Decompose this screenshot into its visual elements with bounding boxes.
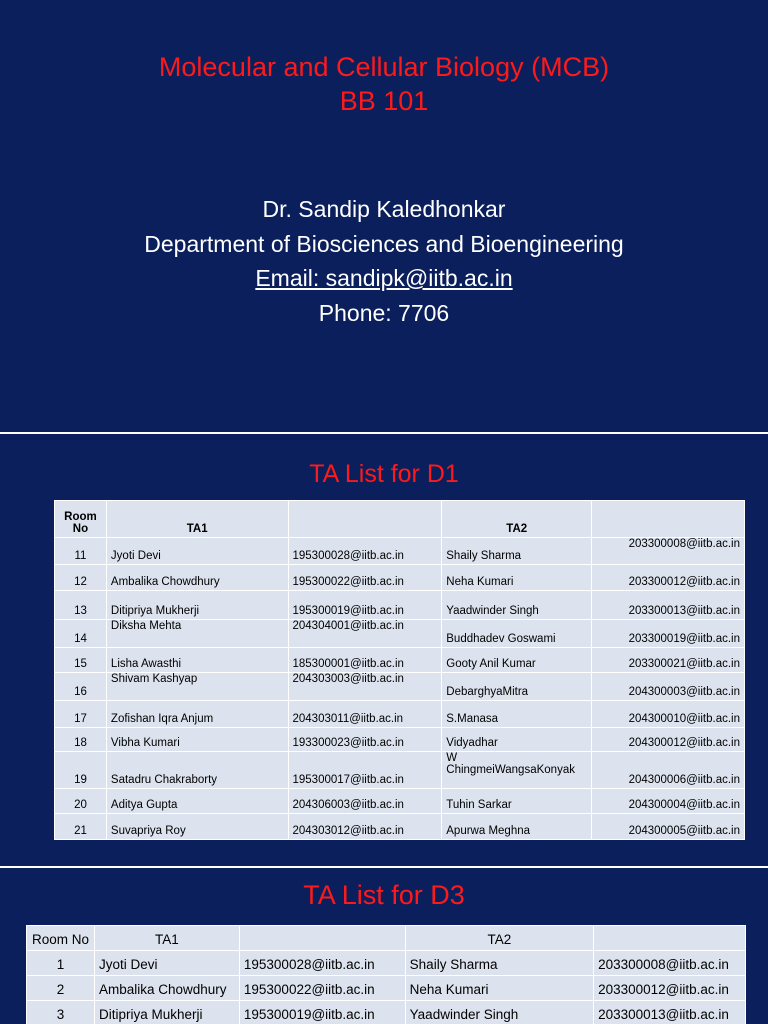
ta2-email: 204300006@iitb.ac.in	[592, 752, 745, 789]
ta1-email-header	[239, 926, 405, 951]
room-number: 14	[55, 620, 107, 648]
room-number: 11	[55, 538, 107, 565]
ta2-name: DebarghyaMitra	[442, 673, 592, 701]
course-title-line1: Molecular and Cellular Biology (MCB)	[158, 52, 610, 82]
room-no-header	[55, 501, 107, 538]
ta1-name: Ambalika Chowdhury	[94, 976, 239, 1001]
ta1-email: 185300001@iitb.ac.in	[288, 648, 442, 673]
ta2-email: 203300021@iitb.ac.in	[592, 648, 745, 673]
instructor-info	[0, 192, 768, 330]
ta1-name: Vibha Kumari	[106, 728, 288, 752]
slide-ta-list-d1	[0, 434, 768, 866]
room-header-line2: No	[72, 523, 89, 535]
room-number: 2	[27, 976, 95, 1001]
room-number: 17	[55, 701, 107, 728]
department-name: Department of Biosciences and Bioengineering	[144, 230, 624, 257]
table-row	[27, 951, 746, 976]
ta1-name: Ambalika Chowdhury	[106, 565, 288, 591]
ta1-email: 193300023@iitb.ac.in	[288, 728, 442, 752]
table-row	[55, 591, 745, 620]
ta2-email: 203300013@iitb.ac.in	[594, 1001, 746, 1024]
table-header-row	[55, 501, 745, 538]
ta1-name: Diksha Mehta	[106, 620, 288, 648]
ta2-name: Vidyadhar	[442, 728, 592, 752]
ta1-name: Shivam Kashyap	[106, 673, 288, 701]
slide-ta-list-d3	[0, 868, 768, 1024]
ta2-email: 204300010@iitb.ac.in	[592, 701, 745, 728]
ta1-email: 204303012@iitb.ac.in	[288, 814, 442, 840]
ta2-name: Buddhadev Goswami	[442, 620, 592, 648]
ta1-email-header	[288, 501, 442, 538]
ta2-name: Shaily Sharma	[442, 538, 592, 565]
ta2-name: S.Manasa	[442, 701, 592, 728]
ta1-name: Ditipriya Mukherji	[106, 591, 288, 620]
ta1-name: Aditya Gupta	[106, 789, 288, 814]
room-number: 15	[55, 648, 107, 673]
course-title	[0, 50, 768, 118]
table-row	[55, 620, 745, 648]
room-number: 21	[55, 814, 107, 840]
table-row	[55, 814, 745, 840]
ta1-email: 195300017@iitb.ac.in	[288, 752, 442, 789]
room-number: 20	[55, 789, 107, 814]
ta2-name: Yaadwinder Singh	[405, 1001, 593, 1024]
ta2-name-line2: ChingmeiWangsaKonyak	[446, 764, 575, 776]
ta1-email: 204304001@iitb.ac.in	[288, 620, 442, 648]
course-title-line2: BB 101	[339, 86, 429, 116]
table-row	[55, 728, 745, 752]
ta2-name: Tuhin Sarkar	[442, 789, 592, 814]
ta2-email-header	[592, 501, 745, 538]
ta2-header: TA2	[442, 501, 592, 538]
ta2-email: 203300013@iitb.ac.in	[592, 591, 745, 620]
ta2-name: Neha Kumari	[442, 565, 592, 591]
ta2-name: Yaadwinder Singh	[442, 591, 592, 620]
room-number: 19	[55, 752, 107, 789]
ta2-name	[442, 752, 592, 789]
ta1-email: 195300019@iitb.ac.in	[288, 591, 442, 620]
table-row	[55, 565, 745, 591]
ta2-email: 203300008@iitb.ac.in	[592, 538, 745, 565]
room-number: 1	[27, 951, 95, 976]
ta2-name: Shaily Sharma	[405, 951, 593, 976]
ta1-name: Jyoti Devi	[94, 951, 239, 976]
ta2-name: Apurwa Meghna	[442, 814, 592, 840]
ta2-email: 203300012@iitb.ac.in	[592, 565, 745, 591]
table-row	[27, 1001, 746, 1024]
ta2-email: 204300004@iitb.ac.in	[592, 789, 745, 814]
email-link[interactable]: Email: sandipk@iitb.ac.in	[255, 265, 513, 291]
room-number: 16	[55, 673, 107, 701]
ta1-email: 195300022@iitb.ac.in	[239, 976, 405, 1001]
table-header-row	[27, 926, 746, 951]
ta-table-d1	[54, 500, 745, 840]
ta2-name-line1: W	[446, 752, 458, 764]
slide-title-d1: TA List for D1	[309, 460, 459, 488]
ta1-name: Jyoti Devi	[106, 538, 288, 565]
phone-number: Phone: 7706	[318, 299, 450, 326]
table-row	[55, 538, 745, 565]
ta1-name: Zofishan Iqra Anjum	[106, 701, 288, 728]
ta2-email: 204300003@iitb.ac.in	[592, 673, 745, 701]
ta1-email: 204303011@iitb.ac.in	[288, 701, 442, 728]
table-row	[55, 789, 745, 814]
ta2-email-header	[594, 926, 746, 951]
room-number: 18	[55, 728, 107, 752]
ta1-name: Lisha Awasthi	[106, 648, 288, 673]
ta1-name: Ditipriya Mukherji	[94, 1001, 239, 1024]
slide-title-d3: TA List for D3	[303, 880, 465, 910]
ta1-email: 195300028@iitb.ac.in	[288, 538, 442, 565]
instructor-name: Dr. Sandip Kaledhonkar	[262, 196, 506, 222]
ta2-name: Gooty Anil Kumar	[442, 648, 592, 673]
ta1-email: 195300022@iitb.ac.in	[288, 565, 442, 591]
table-row	[55, 752, 745, 789]
ta1-header: TA1	[94, 926, 239, 951]
table-row	[27, 976, 746, 1001]
ta2-name: Neha Kumari	[405, 976, 593, 1001]
ta1-email: 204306003@iitb.ac.in	[288, 789, 442, 814]
ta-table-d3	[26, 925, 746, 1024]
ta2-email: 203300019@iitb.ac.in	[592, 620, 745, 648]
table-row	[55, 701, 745, 728]
room-header-line1: Room	[64, 511, 97, 523]
ta2-email: 203300008@iitb.ac.in	[594, 951, 746, 976]
table-row	[55, 648, 745, 673]
ta2-email: 204300005@iitb.ac.in	[592, 814, 745, 840]
ta1-name: Satadru Chakraborty	[106, 752, 288, 789]
ta2-email: 203300012@iitb.ac.in	[594, 976, 746, 1001]
ta1-name: Suvapriya Roy	[106, 814, 288, 840]
room-no-header: Room No	[27, 926, 95, 951]
ta1-header: TA1	[106, 501, 288, 538]
room-number: 13	[55, 591, 107, 620]
ta2-email: 204300012@iitb.ac.in	[592, 728, 745, 752]
ta1-email: 195300019@iitb.ac.in	[239, 1001, 405, 1024]
room-number: 3	[27, 1001, 95, 1024]
slide-title	[0, 0, 768, 432]
table-row	[55, 673, 745, 701]
ta1-email: 204303003@iitb.ac.in	[288, 673, 442, 701]
ta2-header: TA2	[405, 926, 593, 951]
room-number: 12	[55, 565, 107, 591]
ta1-email: 195300028@iitb.ac.in	[239, 951, 405, 976]
